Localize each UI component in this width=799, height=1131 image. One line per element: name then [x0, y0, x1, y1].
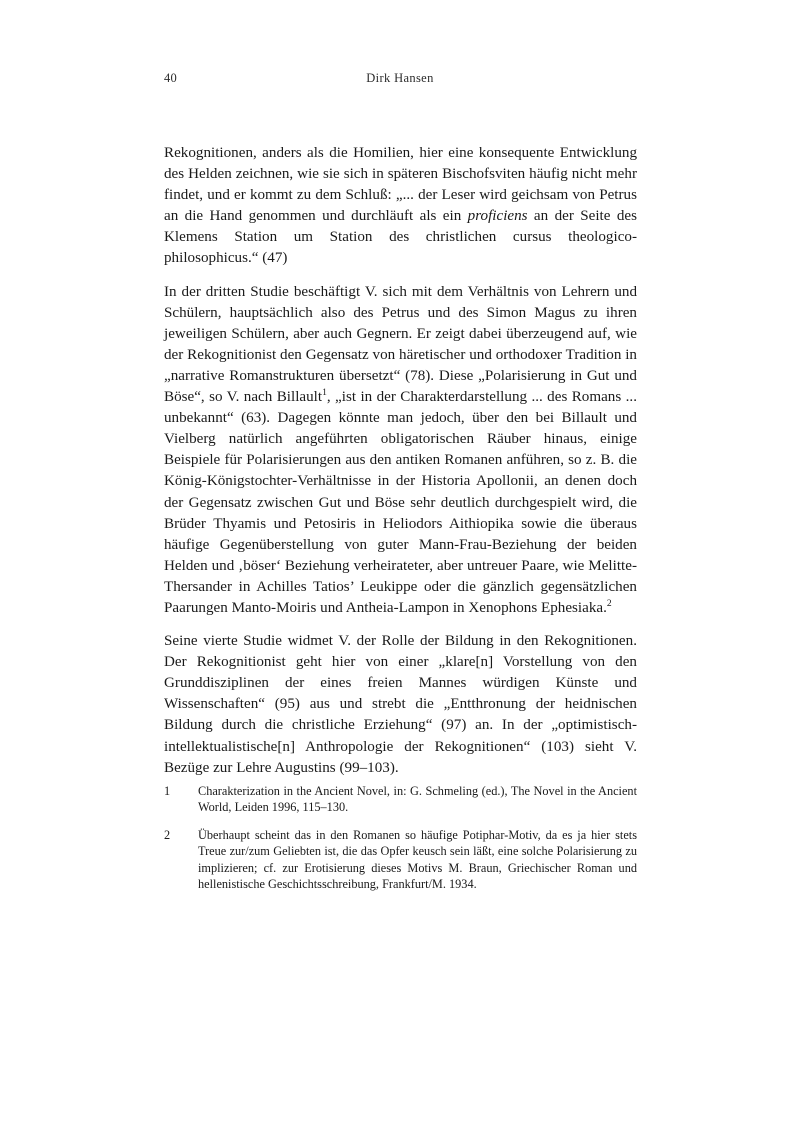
footnote-item	[164, 783, 637, 816]
footnote-number: 1	[164, 784, 171, 798]
running-head: Dirk Hansen	[366, 71, 434, 85]
latin-term-proficiens: proficiens	[467, 208, 528, 225]
footnote-text: Überhaupt scheint das in den Romanen so häufige Potiphar-Motiv, da es ja hier stets Treue zur/zum Geliebten ist, die das Opfer keusch sein läßt, eine solche Polarisierung zu implizieren; cf. zur Erotisierung dieses Motivs M. Braun, Griechischer Roman und hellenistische Geschichtsschreibung, Frankfurt/M. 1934.	[198, 827, 637, 892]
footnote-number: 2	[164, 827, 171, 842]
footnote-marker-1[interactable]: 1	[322, 387, 327, 398]
paragraph-2-segment-2: , „ist in der Charakterdarstellung ... des Romans ... unbekannt“ (63). Dagegen könnte man jedoch, über den bei Billault und Vielberg natürlich angeführten obligatorischen Räuber hinaus, einige Beispiele für Polarisierungen aus den antiken Romanen anführen, so z. B. die König-Königstochter-Verhältnisse in der Historia Apollonii, an denen doch der Gegensatz zwischen Gut und Böse sehr deutlich durchgespielt wird, die Brüder Thyamis und Petosiris in Heliodors Aithiopika sowie die überaus häufige Gegenüberstellung von guter Mann-Frau-Beziehung der beiden Helden und ‚böser‘ Beziehung verheirateter, aber untreuer Paare, wie Melitte-Thersander in Achilles Tatios’ Leukippe oder die gänzlich gegensätzlichen Paarungen Manto-Moiris und Antheia-Lampon in Xenophons Ephesiaka.	[164, 389, 637, 616]
body-text	[164, 143, 637, 779]
paragraph-3: Seine vierte Studie widmet V. der Rolle der Bildung in den Rekognitionen. Der Rekognitionist geht hier von einer „klare[n] Vorstellung von den Grunddisziplinen der eines freien Mannes würdigen Künste und Wissenschaften“ (95) aus und strebt die „Entthronung der heidnischen Bildung durch die christliche Erziehung“ (97) an. In der „optimistisch-intellektualistische[n] Anthropologie der Rekognitionen“ (103) sieht V. Bezüge zur Lehre Augustins (99–103).	[164, 633, 637, 776]
footnote-text: Charakterization in the Ancient Novel, in: G. Schmeling (ed.), The Novel in the Ancient World, Leiden 1996, 115–130.	[198, 784, 637, 815]
page-number: 40	[164, 71, 177, 85]
footnote-item	[164, 827, 637, 893]
footnote-area	[164, 783, 637, 892]
paragraph-1-text-after: an der Seite des Klemens Station um Station des christlichen cursus theologico-philosophicus.“ (47)	[164, 208, 637, 267]
footnote-marker-2[interactable]: 2	[606, 597, 612, 609]
paragraph-2-segment-1: In der dritten Studie beschäftigt V. sich mit dem Verhältnis von Lehrern und Schülern, hauptsächlich also des Petrus und des Simon Magus zu ihren jeweiligen Schülern, aber auch Gegnern. Er zeigt dabei überzeugend auf, wie der Rekognitionist den Gegensatz von häretischer und orthodoxer Tradition in „narrative Romanstrukturen übersetzt“ (78). Diese „Polarisierung in Gut und Böse“, so V. nach Billault	[164, 283, 637, 406]
paragraph-1	[164, 143, 637, 270]
page-header	[164, 71, 636, 87]
paragraph-2	[164, 282, 637, 620]
paragraph-1-text-before: Rekognitionen, anders als die Homilien, hier eine konsequente Entwicklung des Helden zeichnen, wie sie sich in späteren Bischofsviten häufig nicht mehr findet, und er kommt zu dem Schluß: „... der Leser wird geichsam von Petrus an die Hand genommen und durchläuft als ein	[164, 145, 637, 225]
